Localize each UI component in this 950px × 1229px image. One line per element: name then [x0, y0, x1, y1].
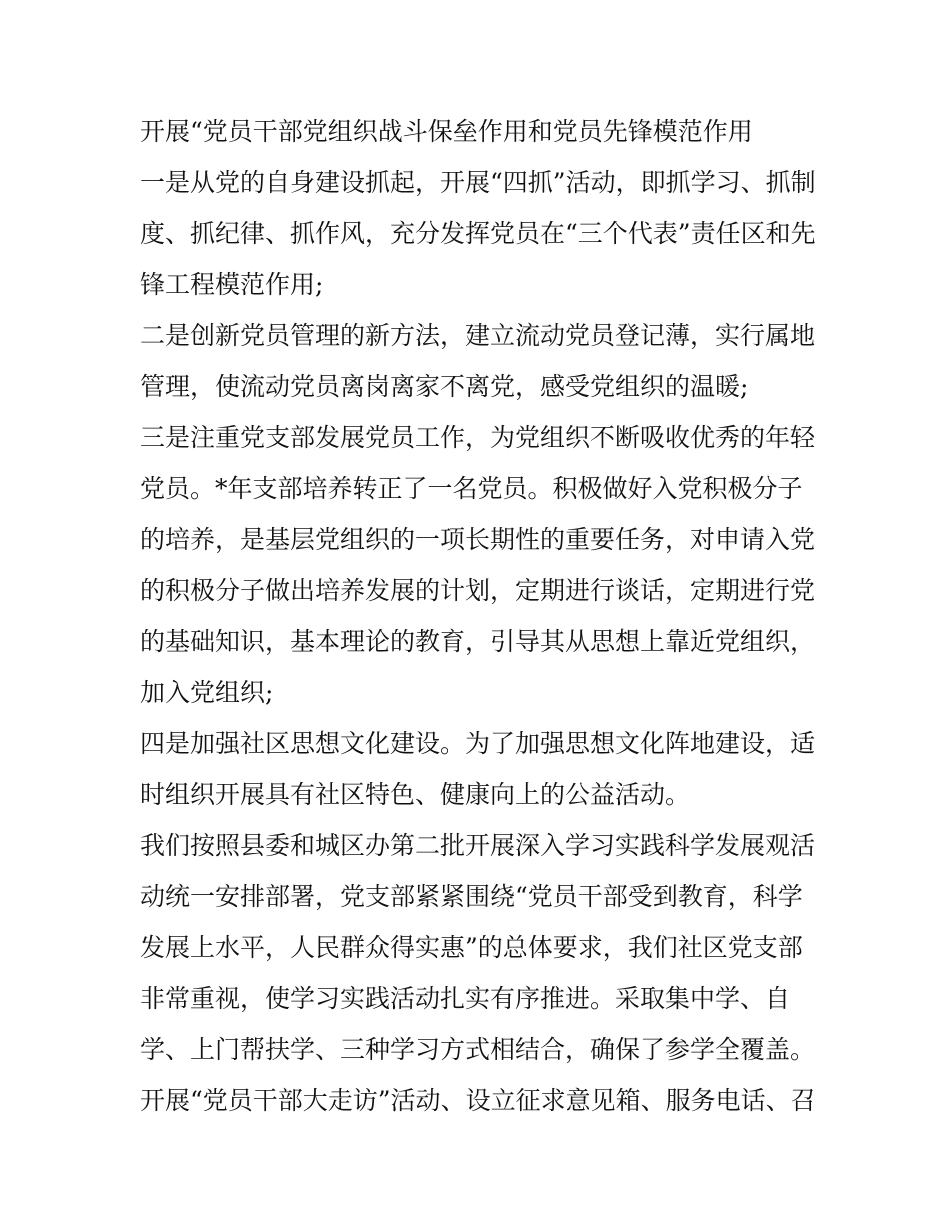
text-line: 三是注重党支部发展党员工作，为党组织不断吸收优秀的年轻	[140, 423, 816, 452]
text-line: 锋工程模范作用;	[140, 270, 324, 299]
text-line: 的基础知识，基本理论的教育，引导其从思想上靠近党组织，	[140, 627, 816, 656]
text-line: 的积极分子做出培养发展的计划，定期进行谈话，定期进行党	[140, 576, 816, 605]
text-line: 党员。*年支部培养转正了一名党员。积极做好入党积极分子	[140, 474, 803, 503]
text-line: 四是加强社区思想文化建设。为了加强思想文化阵地建设，适	[140, 729, 816, 758]
text-line: 时组织开展具有社区特色、健康向上的公益活动。	[140, 780, 691, 809]
text-line: 管理，使流动党员离岗离家不离党，感受党组织的温暖;	[140, 372, 749, 401]
text-line: 非常重视，使学习实践活动扎实有序推进。采取集中学、自	[140, 984, 791, 1013]
text-line: 的培养，是基层党组织的一项长期性的重要任务，对申请入党	[140, 525, 816, 554]
text-line: 开展“党员干部党组织战斗保垒作用和党员先锋模范作用	[140, 117, 753, 146]
text-line: 二是创新党员管理的新方法，建立流动党员登记薄，实行属地	[140, 321, 816, 350]
document-body	[140, 106, 820, 1126]
text-line: 开展“党员干部大走访”活动、设立征求意见箱、服务电话、召	[140, 1086, 816, 1115]
text-line: 学、上门帮扶学、三种学习方式相结合，确保了参学全覆盖。	[140, 1035, 816, 1064]
text-line: 发展上水平，人民群众得实惠”的总体要求，我们社区党支部	[140, 933, 803, 962]
text-line: 度、抓纪律、抓作风，充分发挥党员在“三个代表”责任区和先	[140, 219, 816, 248]
text-line: 加入党组织;	[140, 678, 274, 707]
text-line: 我们按照县委和城区办第二批开展深入学习实践科学发展观活	[140, 831, 816, 860]
text-line: 动统一安排部署，党支部紧紧围绕“党员干部受到教育，科学	[140, 882, 803, 911]
text-line: 一是从党的自身建设抓起，开展“四抓”活动，即抓学习、抓制	[140, 168, 816, 197]
